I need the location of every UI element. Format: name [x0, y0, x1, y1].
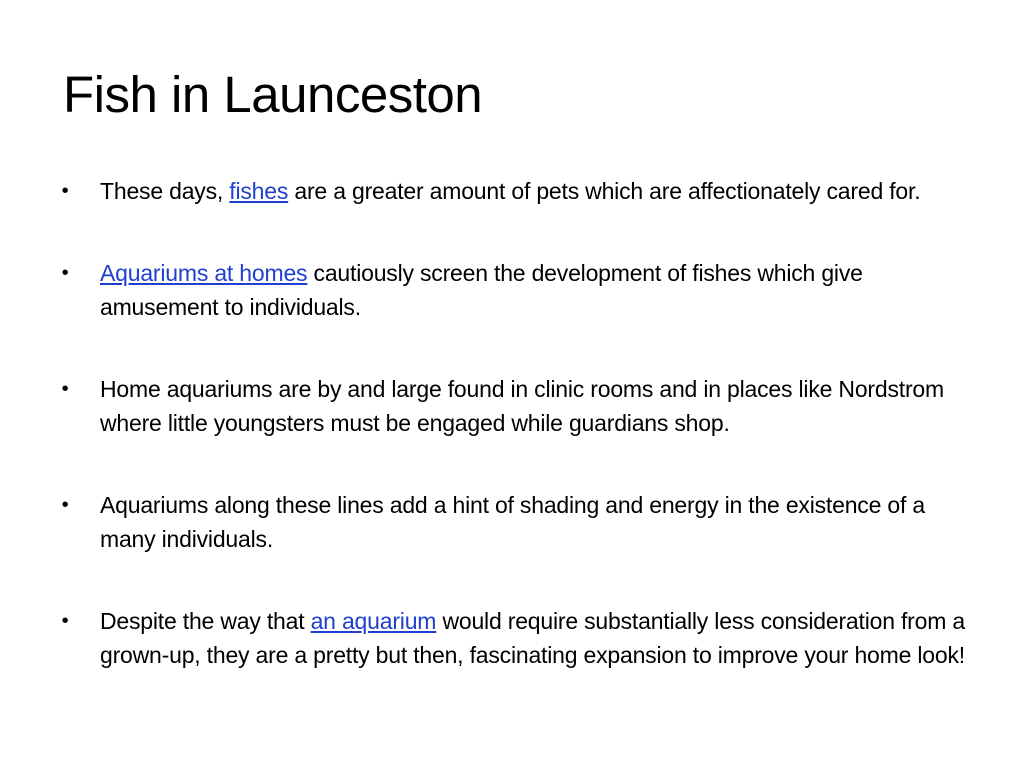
bullet-text: These days, [100, 178, 230, 204]
bullet-text: Home aquariums are by and large found in clinic rooms and in places like Nordstrom where little youngsters must be engaged while guardians shop. [100, 376, 944, 436]
bullet-dot-icon: • [61, 180, 69, 202]
bullet-text: are a greater amount of pets which are affectionately cared for. [288, 178, 921, 204]
bullet-dot-icon: • [61, 494, 69, 516]
bullet-dot-icon: • [61, 262, 69, 284]
bullet-text: would require substantially less consideration from a grown-up, they are a pretty but then, fascinating expansion to improve your home look! [100, 608, 965, 668]
fishes-link[interactable]: fishes [229, 178, 289, 204]
an-aquarium-link[interactable]: an aquarium [310, 608, 437, 634]
bullet-item [58, 372, 968, 440]
bullet-dot-icon: • [61, 378, 69, 400]
aquariums-at-homes-link[interactable]: Aquariums at homes [100, 260, 308, 286]
bullet-item [58, 488, 968, 556]
bullet-list [58, 174, 968, 672]
slide-title: Fish in Launceston [63, 66, 483, 123]
bullet-text: Aquariums along these lines add a hint of shading and energy in the existence of a many individuals. [100, 492, 925, 552]
bullet-item [58, 604, 968, 672]
bullet-dot-icon: • [61, 610, 69, 632]
bullet-text: cautiously screen the development of fishes which give amusement to individuals. [100, 260, 863, 320]
bullet-text: Despite the way that [100, 608, 311, 634]
bullet-item [58, 174, 968, 208]
bullet-item [58, 256, 968, 324]
